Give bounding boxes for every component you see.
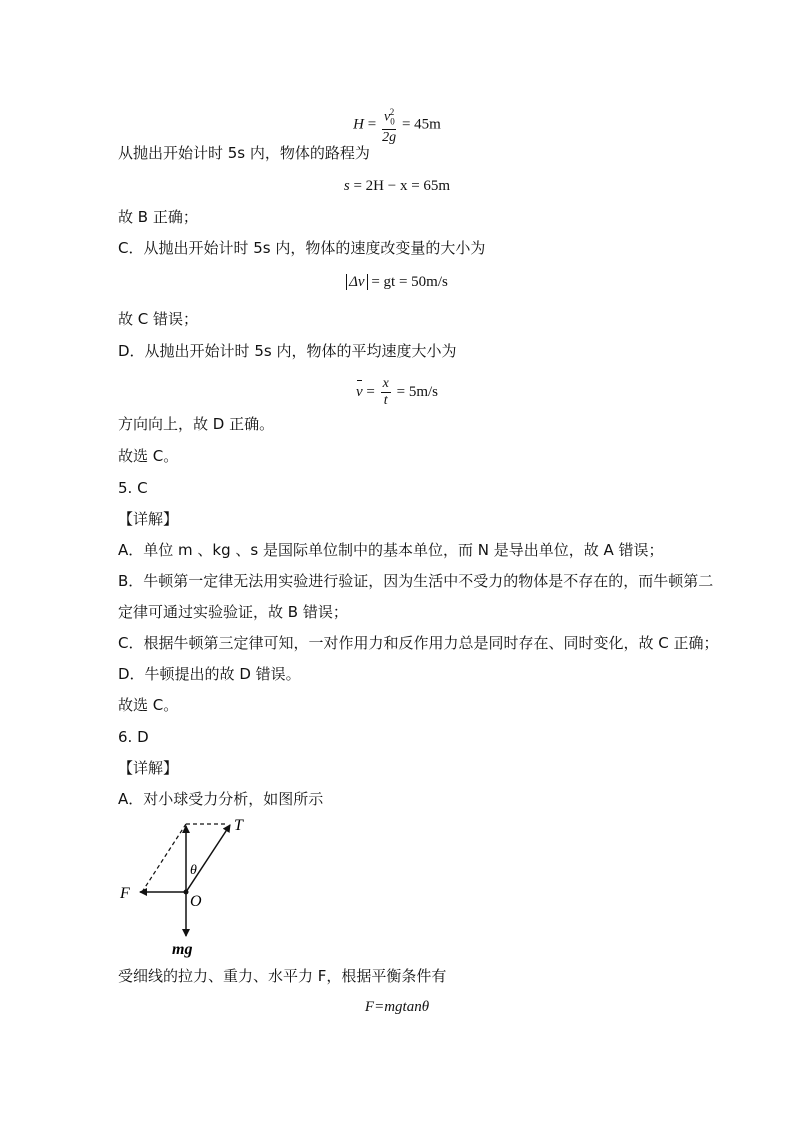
eq-h-num-sup: 2 xyxy=(389,107,395,117)
paragraph-c-intro: C．从抛出开始计时 5s 内，物体的速度改变量的大小为 xyxy=(118,239,486,257)
eq-vbar-fraction xyxy=(381,376,391,409)
eq-dv-abs: Δv xyxy=(346,274,367,290)
question-5-option-a: A．单位 m 、kg 、s 是国际单位制中的基本单位，而 N 是导出单位，故 A 错误； xyxy=(118,541,664,559)
paragraph-path-intro: 从抛出开始计时 5s 内，物体的路程为 xyxy=(118,144,370,162)
question-6-heading: 【详解】 xyxy=(118,759,179,777)
equation-path xyxy=(0,176,794,196)
paragraph-b-correct: 故 B 正确； xyxy=(118,208,198,226)
eq-h-num-v: v xyxy=(383,109,391,125)
equation-f: F=mgtanθ xyxy=(364,999,430,1015)
question-5-select: 故选 C。 xyxy=(118,696,179,714)
eq-vbar-den: t xyxy=(383,393,388,408)
label-t: T xyxy=(234,817,243,834)
question-6-answer: 6. D xyxy=(118,728,149,746)
eq-h-rhs: = 45m xyxy=(401,116,441,133)
equation-height: H = $\frac{v_0^2}{2g}$ = 45m xyxy=(0,104,794,146)
eq-h-lhs: H xyxy=(353,116,364,133)
label-o: O xyxy=(190,893,202,910)
paragraph-c-wrong: 故 C 错误； xyxy=(118,310,199,328)
tension-arrow xyxy=(186,825,230,892)
eq-s-rhs: = 2H − x = 65m xyxy=(353,178,451,194)
point-o xyxy=(184,890,189,895)
eq-h-den: 2g xyxy=(382,130,397,146)
paragraph-d-correct: 方向向上，故 D 正确。 xyxy=(118,415,275,433)
force-diagram xyxy=(110,812,270,962)
question-5-option-c: C．根据牛顿第三定律可知，一对作用力和反作用力总是同时存在、同时变化，故 C 正确； xyxy=(118,634,719,652)
eq-s-lhs: s xyxy=(343,178,350,194)
question-5-heading: 【详解】 xyxy=(118,510,179,528)
question-6-forces-text: 受细线的拉力、重力、水平力 F，根据平衡条件有 xyxy=(118,967,447,985)
paragraph-d-intro: D．从抛出开始计时 5s 内，物体的平均速度大小为 xyxy=(118,342,457,360)
eq-dv-rhs: = gt = 50m/s xyxy=(371,274,448,290)
question-5-option-d: D．牛顿提出的故 D 错误。 xyxy=(118,665,301,683)
label-theta: θ xyxy=(190,863,197,878)
eq-vbar-num: x xyxy=(382,376,389,391)
label-mg: mg xyxy=(172,941,193,958)
question-5-answer: 5. C xyxy=(118,479,148,497)
eq-h-num-sub: 0 xyxy=(390,116,395,127)
question-5-option-b-line2: 定律可通过实验验证，故 B 错误； xyxy=(118,603,348,621)
eq-vbar-rhs: = 5m/s xyxy=(396,383,438,400)
eq-h-fraction xyxy=(382,104,396,146)
label-f: F xyxy=(120,885,130,902)
paragraph-select-c: 故选 C。 xyxy=(118,447,179,465)
question-6-option-a: A．对小球受力分析，如图所示 xyxy=(118,790,324,808)
dashed-diagonal-line xyxy=(142,824,186,892)
equation-avg-velocity: v = $\frac{x}{t}$ = 5m/s xyxy=(356,376,438,408)
equation-velocity-change xyxy=(0,272,794,292)
question-5-option-b-line1: B．牛顿第一定律无法用实验进行验证，因为生活中不受力的物体是不存在的，而牛顿第二 xyxy=(118,572,714,590)
eq-vbar-lhs: v xyxy=(356,383,363,400)
